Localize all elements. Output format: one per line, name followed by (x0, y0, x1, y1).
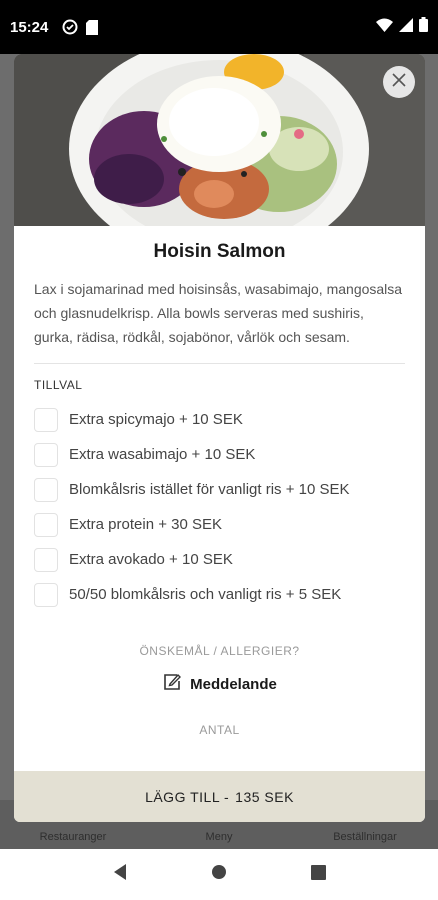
divider (34, 363, 405, 364)
wishes-label: ÖNSKEMÅL / ALLERGIER? (139, 644, 300, 658)
addon-option[interactable] (34, 437, 405, 472)
add-button-label: LÄGG TILL - (145, 788, 230, 805)
sd-card-icon (86, 20, 98, 35)
addons-label: TILLVAL (34, 378, 83, 392)
addon-checkbox[interactable] (34, 548, 58, 572)
addon-checkbox[interactable] (34, 513, 58, 537)
addon-option[interactable] (34, 472, 405, 507)
background-tab-orders: Beställningar (333, 831, 397, 843)
close-button[interactable] (383, 66, 415, 98)
background-tab-restaurants: Restauranger (39, 831, 107, 843)
background-tab-menu: Meny (205, 831, 233, 843)
signal-icon (399, 18, 413, 37)
addon-label: Extra spicymajo + 10 SEK (69, 411, 243, 428)
addon-checkbox[interactable] (34, 443, 58, 467)
addon-label: Blomkålsris istället för vanligt ris + 10 SEK (69, 481, 350, 498)
status-time: 15:24 (10, 18, 49, 36)
addons-list (34, 402, 405, 612)
addon-option[interactable] (34, 507, 405, 542)
addon-checkbox[interactable] (34, 408, 58, 432)
message-button[interactable] (34, 672, 405, 697)
close-icon (392, 73, 406, 92)
add-to-cart-button[interactable] (14, 771, 425, 822)
home-nav-icon[interactable] (211, 864, 227, 885)
system-nav-bar (0, 849, 438, 900)
addon-option[interactable] (34, 402, 405, 437)
product-description: Lax i sojamarinad med hoisinsås, wasabimajo, mangosalsa och glasnudelkrisp. Alla bowls serveras med sushiris, gurka, rädisa, rödkål, sojabönor, vårlök och sesam. (34, 281, 403, 345)
recents-nav-icon[interactable] (311, 865, 326, 885)
message-label: Meddelande (190, 676, 277, 693)
product-image (14, 54, 425, 226)
addon-label: Extra protein + 30 SEK (69, 516, 223, 533)
addon-label: Extra avokado + 10 SEK (69, 551, 233, 568)
status-bar (0, 0, 438, 54)
addon-option[interactable] (34, 577, 405, 612)
edit-note-icon (162, 672, 182, 697)
addon-checkbox[interactable] (34, 478, 58, 502)
quantity-label: ANTAL (199, 723, 240, 737)
battery-icon (419, 17, 428, 37)
addon-label: Extra wasabimajo + 10 SEK (69, 446, 256, 463)
wifi-icon (376, 18, 393, 37)
add-button-price: 135 SEK (235, 788, 294, 805)
product-title: Hoisin Salmon (153, 241, 286, 262)
sync-icon (62, 19, 78, 35)
product-details[interactable] (14, 226, 425, 771)
addon-label: 50/50 blomkålsris och vanligt ris + 5 SEK (69, 586, 342, 603)
product-modal (14, 54, 425, 822)
addon-checkbox[interactable] (34, 583, 58, 607)
back-nav-icon[interactable] (112, 863, 128, 886)
addon-option[interactable] (34, 542, 405, 577)
status-indicators (376, 17, 428, 37)
